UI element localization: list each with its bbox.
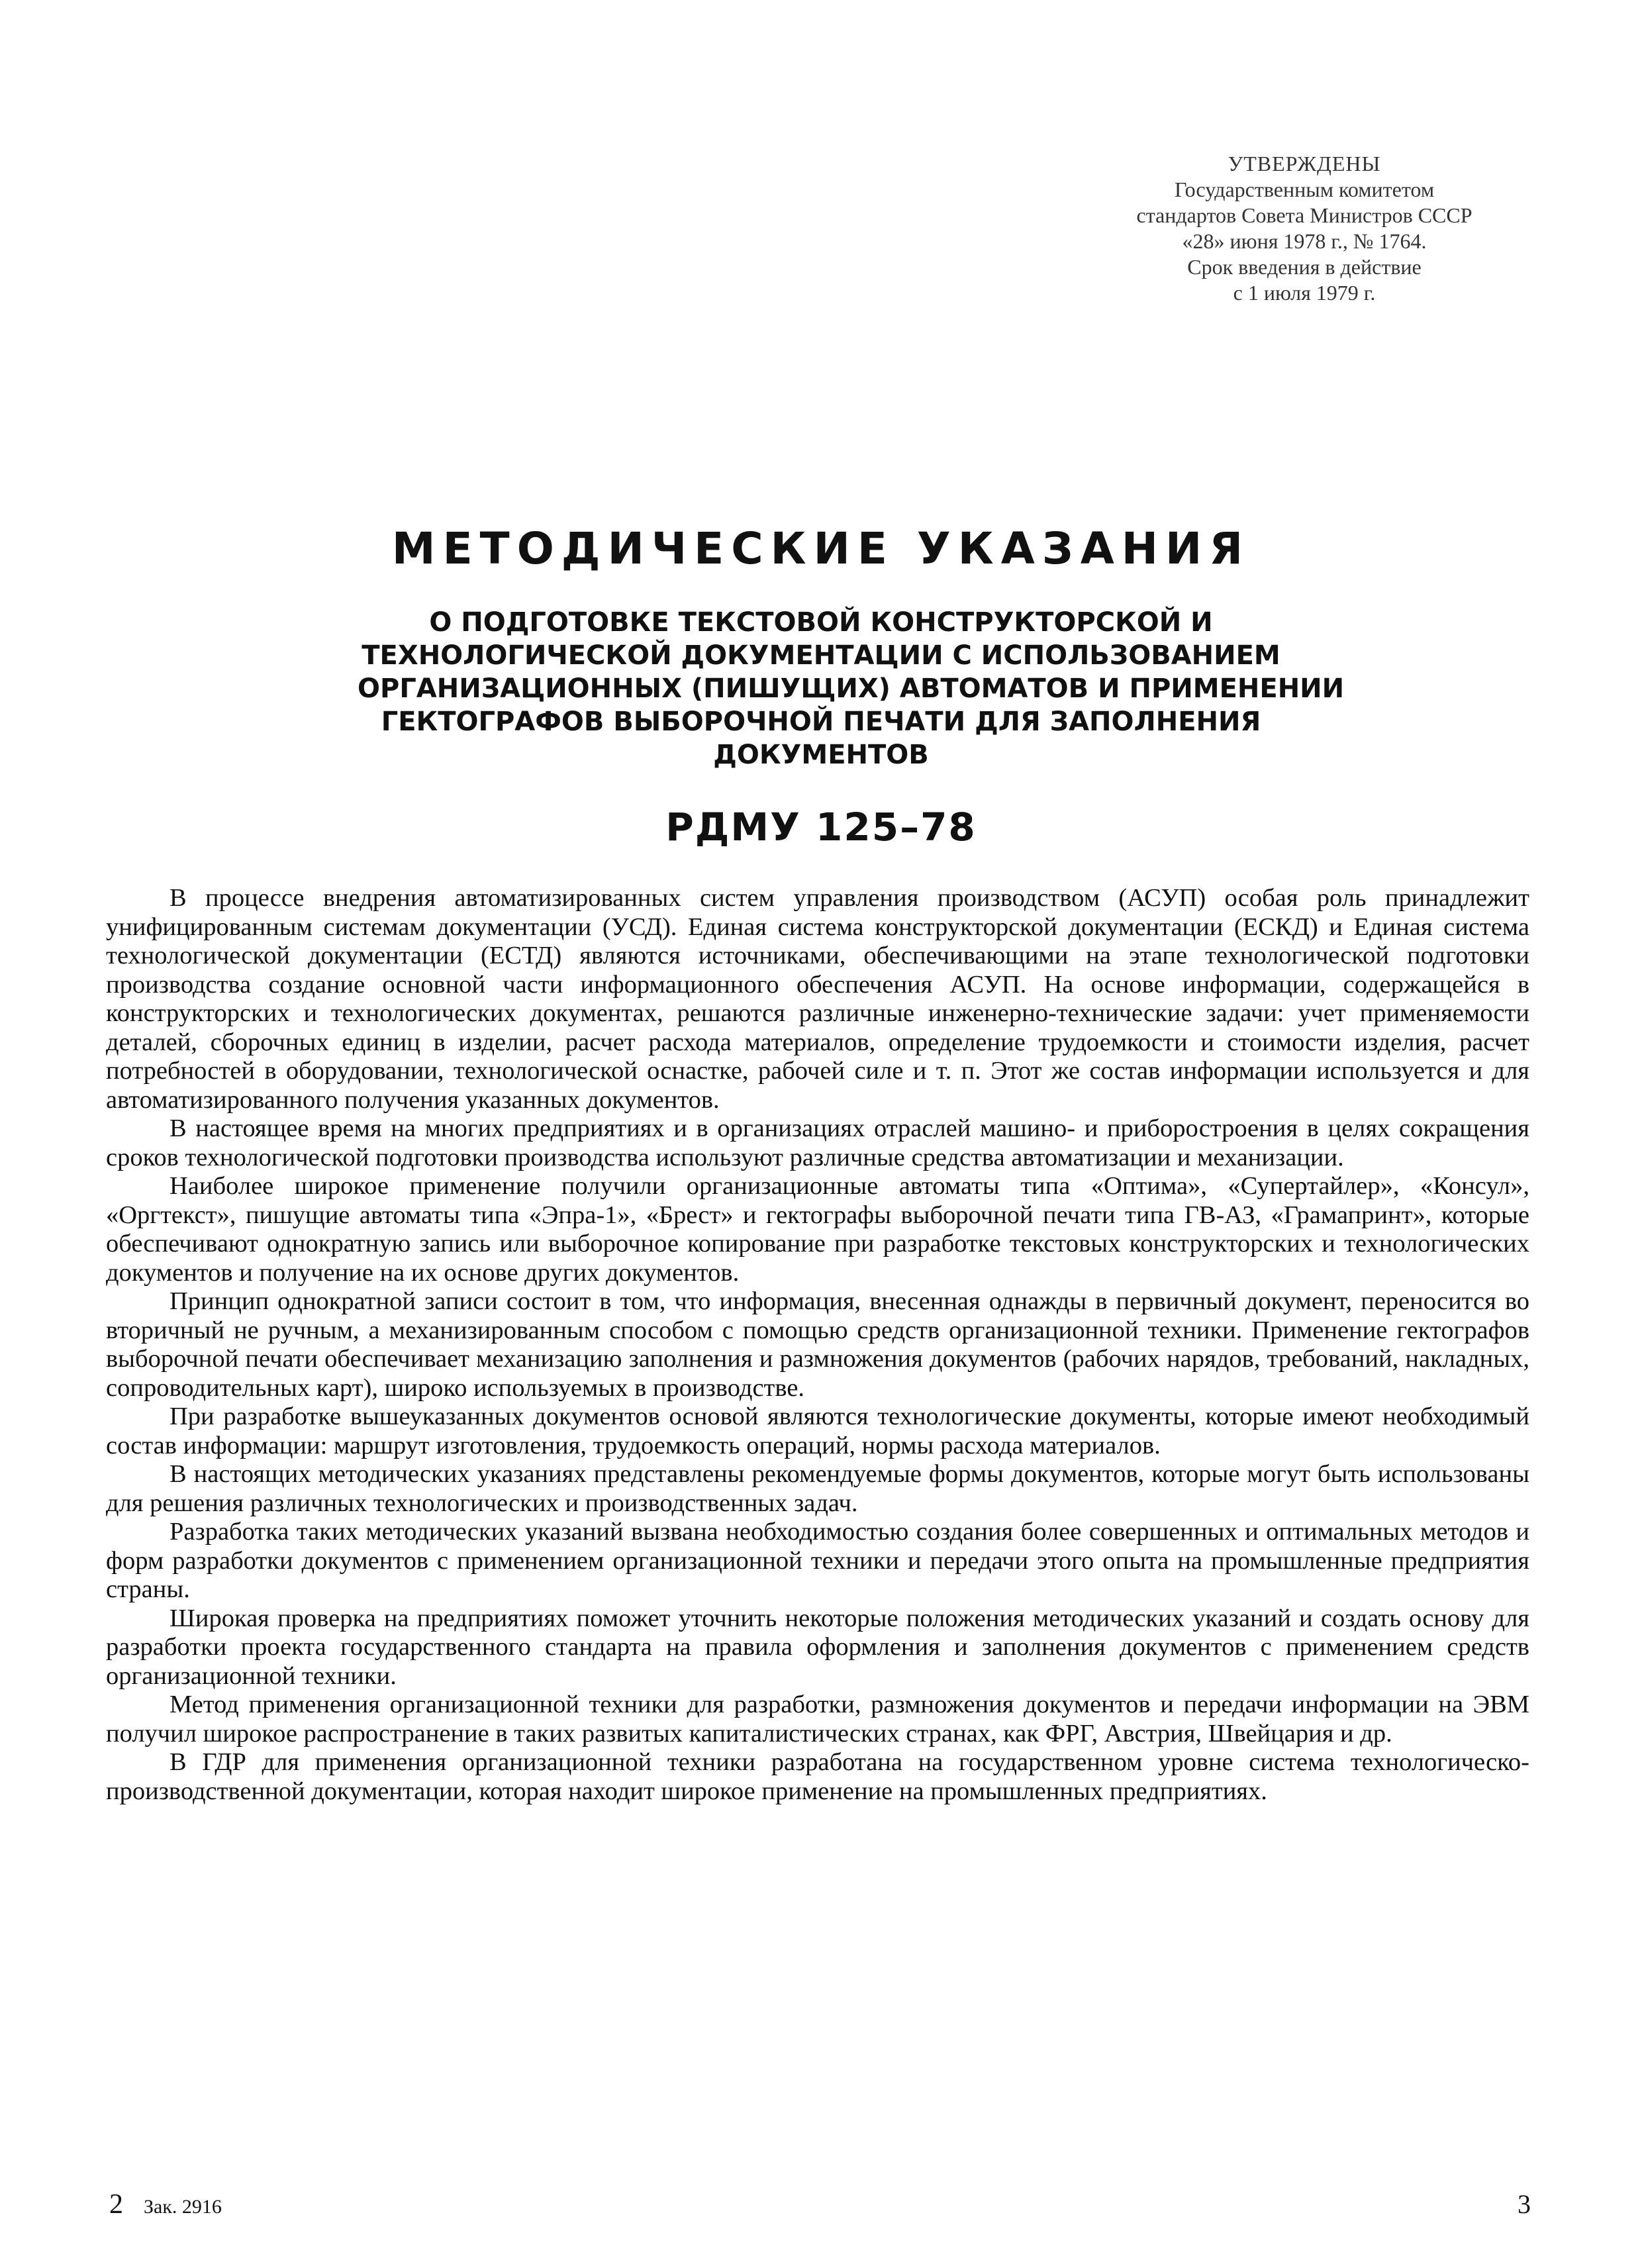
- subtitle-line: ОРГАНИЗАЦИОННЫХ (ПИШУЩИХ) АВТОМАТОВ И ПРИМЕНЕНИИ: [358, 673, 1345, 704]
- paragraph: Широкая проверка на предприятиях поможет уточнить некоторые положения методических указаний и создать основу для разработки проекта государственного стандарта на правила оформления и заполнения документов с применением средств организационной техники.: [106, 1604, 1529, 1690]
- paragraph: Разработка таких методических указаний вызвана необходимостью создания более совершенных и оптимальных методов и форм разработки документов с применением организационной техники и передачи этого опыта на промышленные предприятия страны.: [106, 1518, 1529, 1603]
- page-number: 3: [1518, 2189, 1531, 2219]
- body-text: [106, 884, 1529, 1806]
- paragraph: В настоящее время на многих предприятиях и в организациях отраслей машино- и приборостроения в целях сокращения сроков технологической подготовки производства используют различные средства автоматизации и механизации.: [106, 1114, 1529, 1171]
- approval-line: Государственным комитетом: [1174, 177, 1435, 201]
- document-code: РДМУ 125–78: [665, 805, 977, 850]
- paragraph: Принцип однократной записи состоит в том, что информация, внесенная однажды в первичный документ, переносится во вторичный не ручным, а механизированным способом с помощью средств организационной техники. Применение гектографов выборочной печати обеспечивает механизацию заполнения и размножения документов (рабочих нарядов, требований, накладных, сопроводительных карт), широко используемых в производстве.: [106, 1287, 1529, 1402]
- document-subtitle: [358, 606, 1345, 771]
- subtitle-line: О ПОДГОТОВКЕ ТЕКСТОВОЙ КОНСТРУКТОРСКОЙ И: [429, 607, 1213, 638]
- approval-line: с 1 июля 1979 г.: [1233, 281, 1376, 305]
- paragraph: Метод применения организационной техники для разработки, размножения документов и передачи информации на ЭВМ получил широкое распространение в таких развитых капиталистических странах, как ФРГ, Австрия, Швейцария и др.: [106, 1691, 1529, 1748]
- sheet-number: 2: [109, 2189, 123, 2220]
- subtitle-line: ДОКУМЕНТОВ: [713, 740, 929, 770]
- paragraph: Наиболее широкое применение получили организационные автоматы типа «Оптима», «Супертайлер», «Консул», «Оргтекст», пишущие автоматы типа «Эпра-1», «Брест» и гектографы выборочной печати типа ГВ-АЗ, «Грамапринт», которые обеспечивают однократную запись или выборочное копирование при разработке текстовых конструкторских и технологических документов и получение на их основе других документов.: [106, 1172, 1529, 1287]
- footer-left: [109, 2189, 222, 2220]
- paragraph: В ГДР для применения организационной техники разработана на государственном уровне система технологическо-производственной документации, которая находит широкое применение на промышленных предприятиях.: [106, 1748, 1529, 1805]
- approval-line: «28» июня 1978 г., № 1764.: [1182, 229, 1427, 253]
- paragraph: В настоящих методических указаниях представлены рекомендуемые формы документов, которые могут быть использованы для решения различных технологических и производственных задач.: [106, 1460, 1529, 1517]
- paragraph: В процессе внедрения автоматизированных систем управления производством (АСУП) особая роль принадлежит унифицированным системам документации (УСД). Единая система конструкторской документации (ЕСКД) и Единая система технологической документации (ЕСТД) являются источниками, обеспечивающими на этапе технологической подготовки производства создание основной части информационного обеспечения АСУП. На основе информации, содержащейся в конструкторских и технологических документах, решаются различные инженерно-технические задачи: учет применяемости деталей, сборочных единиц в изделии, расчет расхода материалов, определение трудоемкости и стоимости изделия, расчет потребностей в оборудовании, технологической оснастке, рабочей силе и т. п. Этот же состав информации используется и для автоматизированного получения указанных документов.: [106, 884, 1529, 1114]
- approval-line: УТВЕРЖДЕНЫ: [1228, 152, 1381, 175]
- approval-line: стандартов Совета Министров СССР: [1136, 203, 1473, 227]
- order-number: Зак. 2916: [144, 2196, 222, 2218]
- approval-stamp: [1099, 151, 1510, 306]
- approval-line: Срок введения в действие: [1187, 255, 1422, 279]
- document-title: МЕТОДИЧЕСКИЕ УКАЗАНИЯ: [391, 523, 1251, 574]
- paragraph: При разработке вышеуказанных документов основой являются технологические документы, которые имеют необходимый состав информации: маршрут изготовления, трудоемкость операций, нормы расхода материалов.: [106, 1403, 1529, 1459]
- subtitle-line: ГЕКТОГРАФОВ ВЫБОРОЧНОЙ ПЕЧАТИ ДЛЯ ЗАПОЛНЕНИЯ: [381, 707, 1261, 737]
- subtitle-line: ТЕХНОЛОГИЧЕСКОЙ ДОКУМЕНТАЦИИ С ИСПОЛЬЗОВАНИЕМ: [362, 640, 1280, 671]
